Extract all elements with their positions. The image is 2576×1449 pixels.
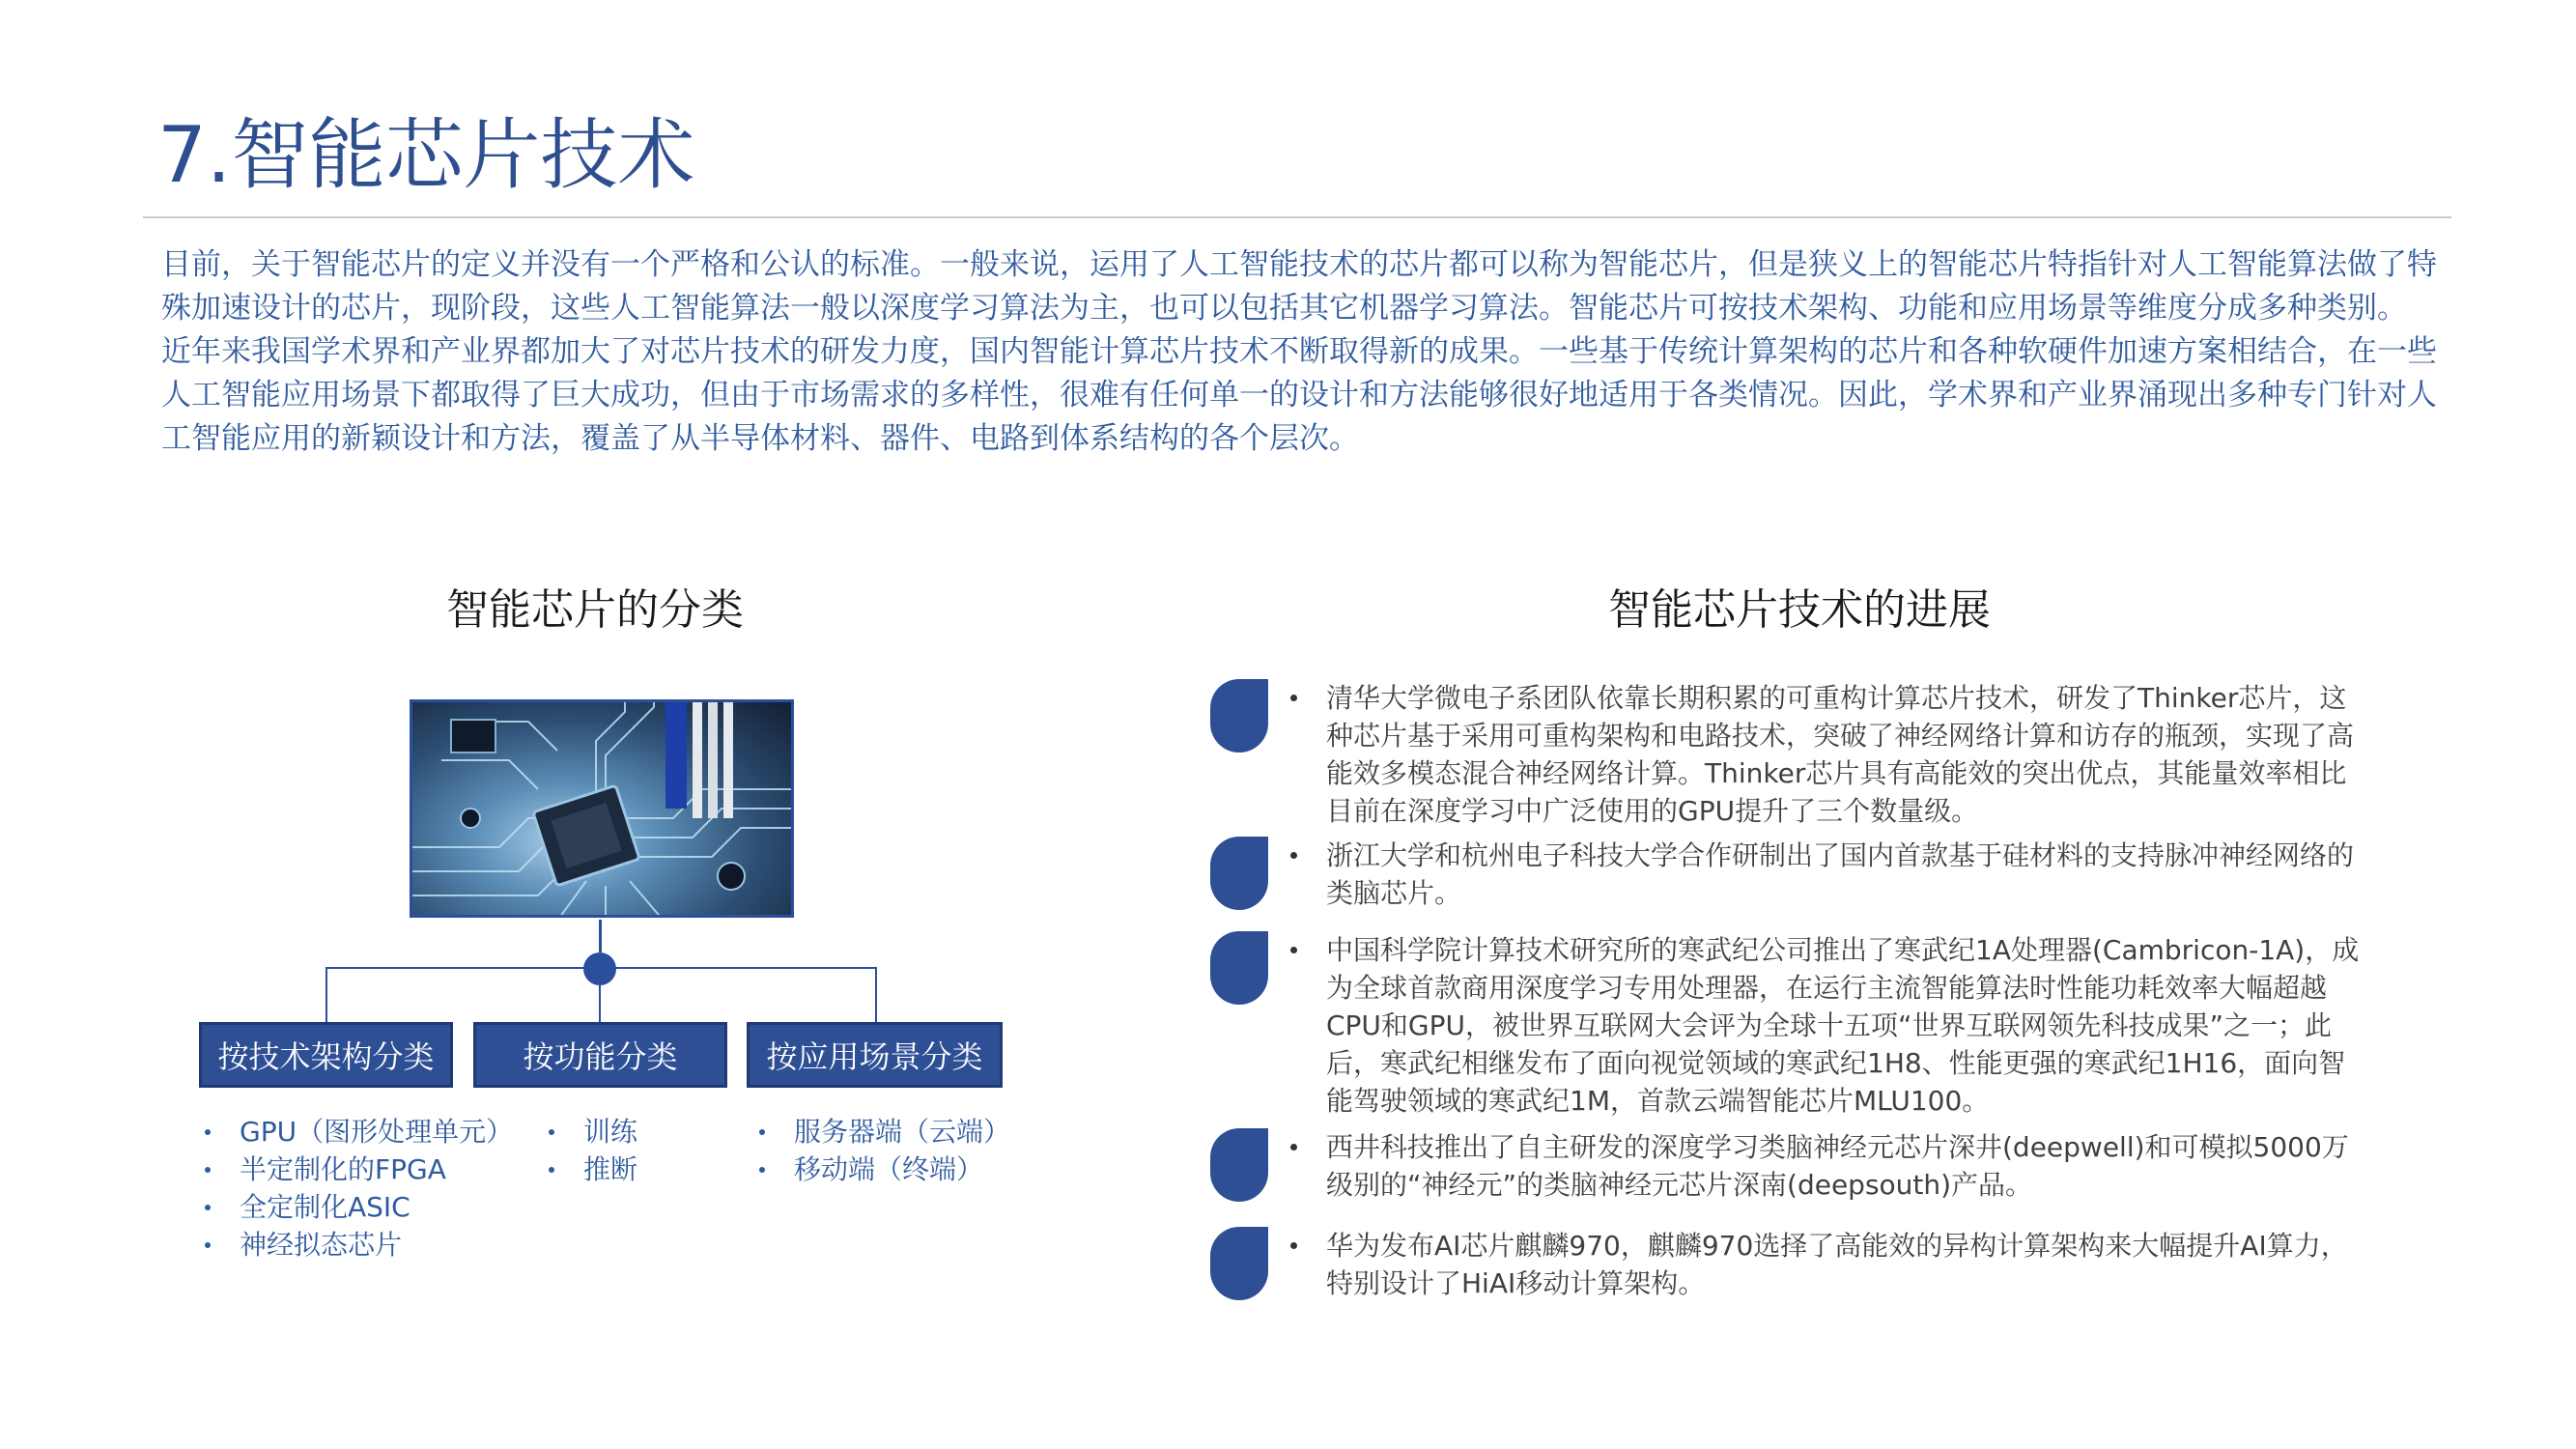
bullet-dot: [1290, 1242, 1297, 1249]
circuit-board-chip-image: [412, 702, 794, 918]
list-item: 全定制化ASIC: [205, 1188, 513, 1226]
progress-heading: 智能芯片技术的进展: [1608, 585, 1991, 635]
progress-item-text: 西井科技推出了自主研发的深度学习类脑神经元芯片深井(deepwell)和可模拟5000万级别的“神经元”的类脑神经元芯片深南(deepsouth)产品。: [1326, 1131, 2349, 1201]
intro-paragraph: 近年来我国学术界和产业界都加大了对芯片技术的研发力度，国内智能计算芯片技术不断取得新的成果。一些基于传统计算架构的芯片和各种软硬件加速方案相结合，在一些人工智能应用场景下都取得了巨大成功，但由于市场需求的多样性，很难有任何单一的设计和方法能够很好地适用于各类情况。因此，学术界和产业界涌现出多种专门针对人工智能应用的新颖设计和方法，覆盖了从半导体材料、器件、电路到体系结构的各个层次。: [161, 334, 2437, 456]
intro-paragraph: 目前，关于智能芯片的定义并没有一个严格和公认的标准。一般来说，运用了人工智能技术的芯片都可以称为智能芯片，但是狭义上的智能芯片特指针对人工智能算法做了特殊加速设计的芯片，现阶段，这些人工智能算法一般以深度学习算法为主，也可以包括其它机器学习算法。智能芯片可按技术架构、功能和应用场景等维度分成多种类别。: [161, 247, 2437, 326]
connector-line: [326, 967, 327, 1022]
list-item: 半定制化的FPGA: [205, 1151, 513, 1188]
category-box-scenario: 按应用场景分类: [747, 1022, 1003, 1088]
connector-line: [326, 967, 877, 969]
connector-line: [599, 920, 602, 952]
hub-dot: [583, 952, 616, 985]
list-item: 服务器端（云端）: [759, 1113, 1010, 1151]
circuit-board-image: [410, 699, 794, 918]
category-box-function: 按功能分类: [473, 1022, 727, 1088]
progress-item-text: 华为发布AI芯片麒麟970，麒麟970选择了高能效的异构计算架构来大幅提升AI算力，特别设计了HiAI移动计算架构。: [1326, 1230, 2348, 1299]
category-list-function: [549, 1113, 637, 1188]
page-title: 7.智能芯片技术: [157, 110, 695, 200]
leaf-marker-icon: [1210, 837, 1268, 910]
leaf-marker-icon: [1210, 931, 1268, 1005]
category-box-architecture: 按技术架构分类: [199, 1022, 453, 1088]
progress-item: [1210, 679, 2369, 834]
progress-item: [1210, 1128, 2369, 1206]
connector-line: [875, 967, 877, 1022]
list-item: GPU（图形处理单元）: [205, 1113, 513, 1151]
list-item: 推断: [549, 1151, 637, 1188]
list-item: 移动端（终端）: [759, 1151, 1010, 1188]
bullet-dot: [1290, 695, 1297, 701]
category-list-architecture: [205, 1113, 513, 1264]
progress-item-text: 浙江大学和杭州电子科技大学合作研制出了国内首款基于硅材料的支持脉冲神经网络的类脑芯片。: [1326, 839, 2355, 909]
bullet-dot: [1290, 852, 1297, 859]
leaf-marker-icon: [1210, 1128, 1268, 1202]
connector-line: [599, 985, 601, 1022]
progress-item: [1210, 1227, 2369, 1304]
progress-item-text: 清华大学微电子系团队依靠长期积累的可重构计算芯片技术，研发了Thinker芯片，这种芯片基于采用可重构架构和电路技术，突破了神经网络计算和访存的瓶颈，实现了高能效多模态混合神经网络计算。Thinker芯片具有高能效的突出优点，其能量效率相比目前在深度学习中广泛使用的GPU提升了三个数量级。: [1326, 682, 2355, 827]
leaf-marker-icon: [1210, 1227, 1268, 1300]
intro-text: [161, 243, 2441, 461]
progress-item: [1210, 931, 2369, 1124]
bullet-dot: [1290, 947, 1297, 953]
classification-heading: 智能芯片的分类: [446, 585, 744, 635]
bullet-dot: [1290, 1144, 1297, 1151]
list-item: 训练: [549, 1113, 637, 1151]
list-item: 神经拟态芯片: [205, 1226, 513, 1264]
category-list-scenario: [759, 1113, 1010, 1188]
title-divider: [143, 216, 2451, 218]
progress-item: [1210, 837, 2369, 914]
progress-item-text: 中国科学院计算技术研究所的寒武纪公司推出了寒武纪1A处理器(Cambricon-1A)，成为全球首款商用深度学习专用处理器，在运行主流智能算法时性能功耗效率大幅超越CPU和GPU，被世界互联网大会评为全球十五项“世界互联网领先科技成果”之一；此后，寒武纪相继发布了面向视觉领域的寒武纪1H8、性能更强的寒武纪1H16，面向智能驾驶领域的寒武纪1M，首款云端智能芯片MLU100。: [1326, 934, 2360, 1117]
leaf-marker-icon: [1210, 679, 1268, 753]
